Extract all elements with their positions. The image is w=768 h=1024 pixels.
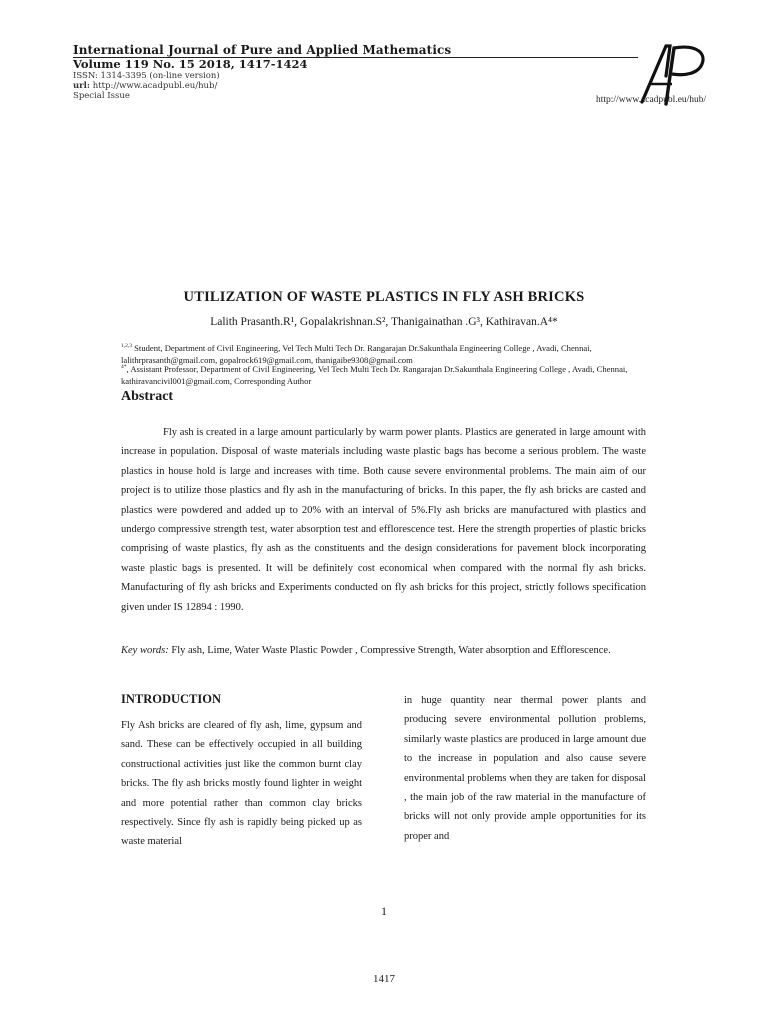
page-number: 1 bbox=[381, 904, 387, 918]
author-list: Lalith Prasanth.R¹, Gopalakrishnan.S², Thanigainathan .G³, Kathiravan.A⁴* bbox=[210, 316, 558, 328]
intro-left-column: Fly Ash bricks are cleared of fly ash, lime, gypsum and sand. These can be effectively occupied in all building constructional activities just like the common burnt clay bricks. The fly ash bricks mostly found lighter in weight and more potential rather than common clay bricks respectively. Since fly ash is rapidly being picked up as waste material bbox=[121, 720, 362, 848]
abstract-heading: Abstract bbox=[121, 389, 174, 404]
affiliation-2 bbox=[121, 364, 631, 387]
special-issue-label: Special Issue bbox=[73, 91, 130, 101]
journal-page-number: 1417 bbox=[373, 973, 395, 985]
journal-url[interactable]: http://www.acadpubl.eu/hub/ bbox=[92, 81, 218, 91]
hub-url[interactable]: http://www.acadpubl.eu/hub/ bbox=[596, 95, 707, 105]
affiliation-1-marker: 1,2,3 bbox=[121, 343, 132, 350]
abstract-body: Fly ash is created in a large amount particularly by warm power plants. Plastics are generated in large amount with increase in population. Disposal of waste materials including waste plastic bags has become a serious problem. The waste plastics in house hold is large and increases with time. Both cause severe environmental problems. The main aim of our project is to utilize those plastics and fly ash in the manufacturing of bricks. In this paper, the fly ash bricks are casted and plastics were powdered and added up to 20% with an interval of 5%.Fly ash bricks are manufactured with plastics and undergo compressive strength test, water absorption test and efflorescence test. Here the strength properties of plastic bricks comprising of waste plastics, fly ash as the constituents and the design considerations for pavement block incorporating waste plastic bags is presented. It will be definitely cost economical when compared with the normal fly ash bricks. Manufacturing of fly ash bricks and Experiments conducted on fly ash bricks for this project, strictly follows specification given under IS 12894 : 1990. bbox=[121, 427, 646, 613]
logo-p-bowl bbox=[672, 47, 703, 75]
issn-line: ISSN: 1314-3395 (on-line version) bbox=[73, 71, 220, 81]
journal-title: International Journal of Pure and Applied Mathematics bbox=[73, 43, 452, 57]
volume-line: Volume 119 No. 15 2018, 1417-1424 bbox=[73, 57, 308, 71]
introduction-heading: INTRODUCTION bbox=[121, 692, 222, 706]
keywords-text: Fly ash, Lime, Water Waste Plastic Powder , Compressive Strength, Water absorption and Efflorescence. bbox=[168, 645, 611, 656]
affiliation-2-text: , Assistant Professor, Department of Civil Engineering, Vel Tech Multi Tech Dr. Rangarajan Dr.Sakunthala Engineering College , Avadi, Chennai, kathiravancivil001@gmail.com, Corresponding Author bbox=[121, 364, 628, 386]
keywords-label: Key words: bbox=[121, 645, 169, 656]
intro-right-column: in huge quantity near thermal power plants and producing severe environmental pollution problems, similarly waste plastics are produced in large amount due to the increase in population and also cause severe environmental problems when they are taken for disposal , the main job of the raw material in the manufacture of bricks will not only provide ample opportunities for its proper and bbox=[404, 695, 646, 842]
paper-title: UTILIZATION OF WASTE PLASTICS IN FLY ASH BRICKS bbox=[183, 289, 585, 305]
affiliation-2-marker: 4* bbox=[121, 364, 127, 371]
affiliation-1-text: Student, Department of Civil Engineering, Vel Tech Multi Tech Dr. Rangarajan Dr.Sakunthala Engineering College , Avadi, Chennai, lalithrprasanth@gmail.com, gopalrock619@gmail.com, thanigaibe9308@gmail.com bbox=[121, 343, 592, 365]
keywords-paragraph bbox=[121, 641, 646, 660]
affiliation-1 bbox=[121, 343, 631, 366]
url-label: url: bbox=[73, 81, 91, 91]
